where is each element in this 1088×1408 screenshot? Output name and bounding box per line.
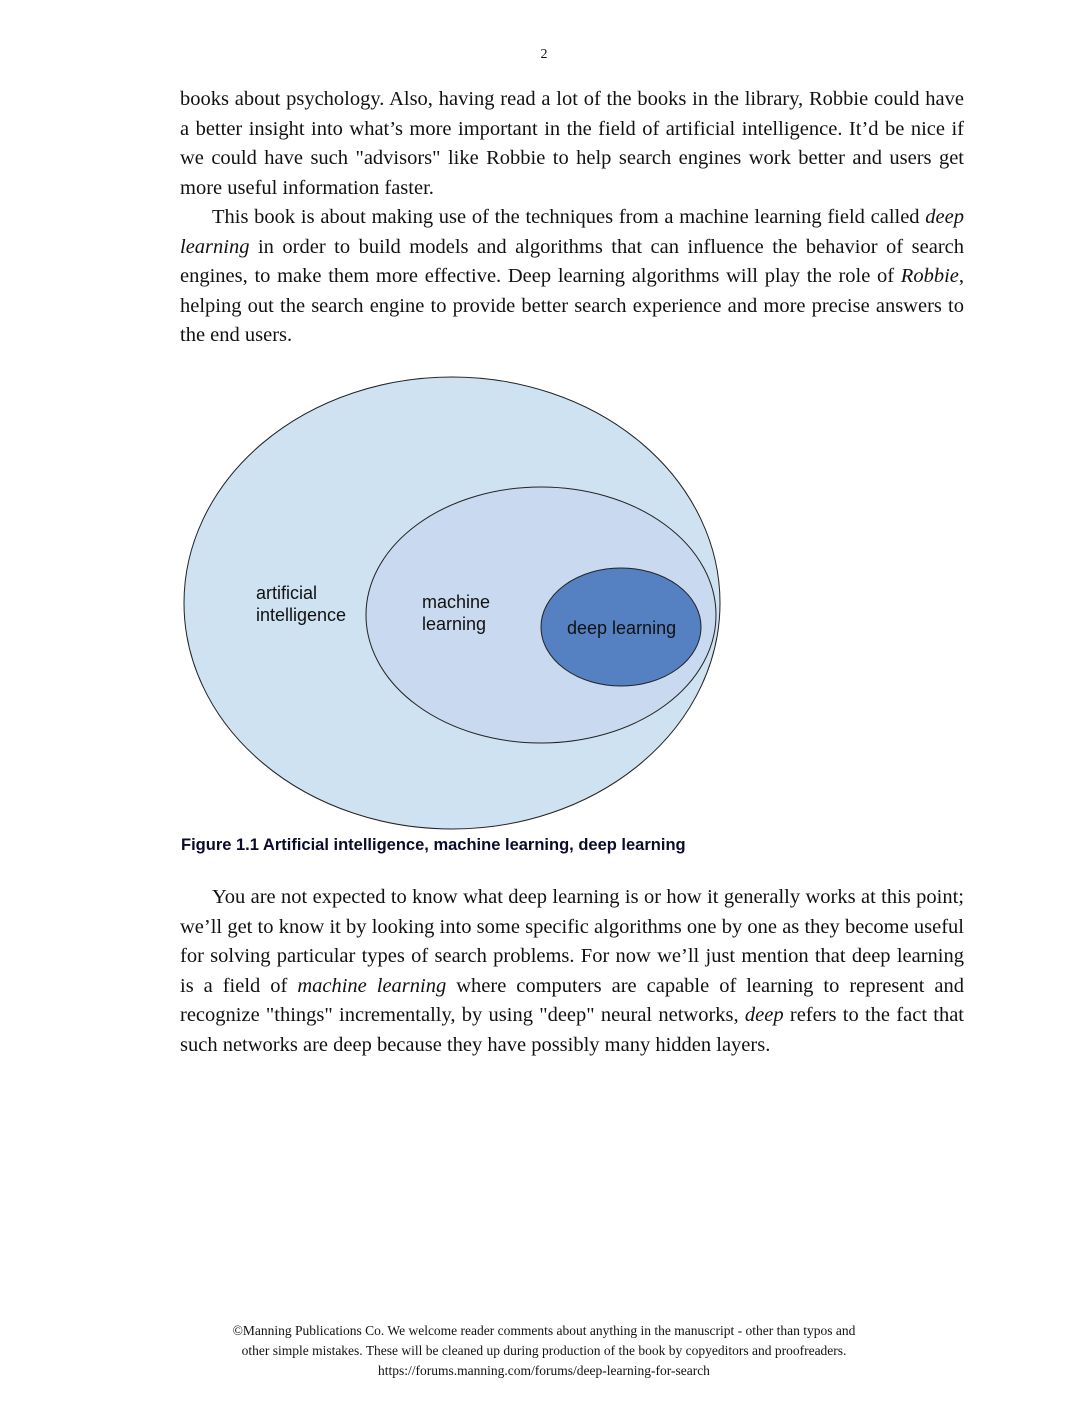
- italic-term: Robbie: [900, 265, 959, 287]
- italic-term: deep learning: [180, 206, 964, 258]
- page-number: 2: [540, 47, 548, 62]
- page-footer: [0, 1321, 1088, 1381]
- footer-line-2: other simple mistakes. These will be cleaned up during production of the book by copyeditors and proofreaders.: [241, 1343, 847, 1358]
- text: in order to build models and algorithms that can influence the behavior of search engines, to make them more effective. Deep learning algorithms will play the role of: [180, 235, 964, 287]
- ai-label-line1: artificial: [256, 583, 318, 603]
- figure-caption: Figure 1.1 Artificial intelligence, machine learning, deep learning: [181, 836, 686, 854]
- text: You are not expected to know what deep learning is or how it generally works at this point; we’ll get to know it by looking into some specific algorithms one by one as they become useful for solving particular types of search problems. For now we’ll just mention that deep learning is a field of: [180, 886, 964, 997]
- text: refers to the fact that such networks are deep because they have possibly many hidden layers.: [180, 1004, 965, 1056]
- footer-line-1: ©Manning Publications Co. We welcome reader comments about anything in the manuscript - other than typos and: [232, 1323, 856, 1338]
- dl-label: deep learning: [567, 618, 677, 638]
- ml-label-line2: learning: [422, 614, 487, 634]
- text: This book is about making use of the techniques from a machine learning field called: [212, 206, 926, 228]
- text: where computers are capable of learning to represent and recognize "things" incrementally, by using "deep" neural networks,: [180, 974, 965, 1026]
- paragraph-3: [180, 883, 964, 1060]
- paragraph-1: books about psychology. Also, having read a lot of the books in the library, Robbie could have a better insight into what’s more important in the field of artificial intelligence. It’d be nice if we could have such "advisors" like Robbie to help search engines work better and users get more useful information faster.: [180, 88, 964, 199]
- italic-term: deep: [744, 1004, 784, 1026]
- footer-url: https://forums.manning.com/forums/deep-learning-for-search: [378, 1363, 710, 1378]
- italic-term: machine learning: [297, 974, 447, 997]
- text: , helping out the search engine to provide better search experience and more precise answers to the end users.: [180, 265, 964, 346]
- ai-label-line2: intelligence: [256, 605, 347, 625]
- ml-label-line1: machine: [422, 592, 491, 612]
